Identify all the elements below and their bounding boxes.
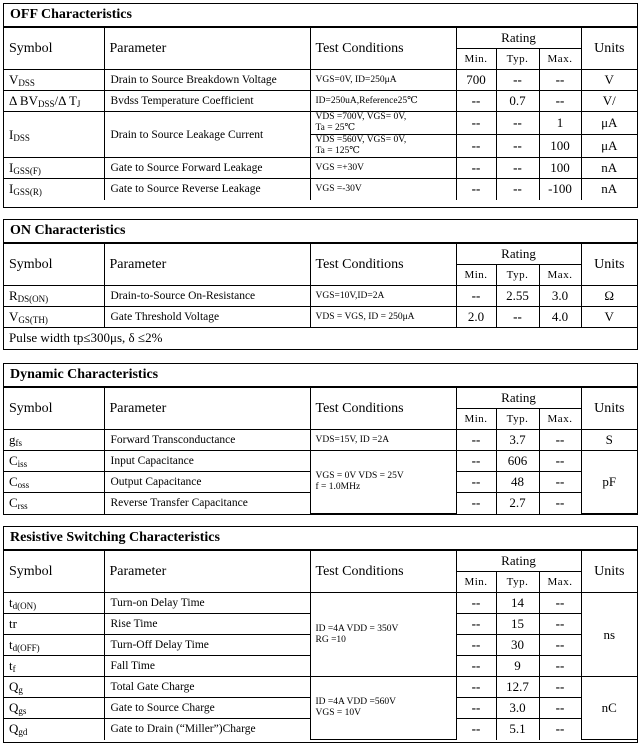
typ-cell: 9	[496, 656, 539, 677]
min-cell: --	[456, 158, 496, 179]
header-rating: Rating	[456, 388, 581, 409]
table-row	[4, 307, 637, 328]
table-row	[4, 286, 637, 307]
typ-cell: --	[496, 158, 539, 179]
header-parameter: Parameter	[104, 551, 310, 593]
header-max: Max.	[539, 572, 581, 593]
symbol-cell: $I_{GSS(F)}$	[4, 158, 104, 179]
symbol-cell: $t_{d(ON)}$	[4, 593, 104, 614]
min-cell: --	[456, 286, 496, 307]
symbol-cell: $I_{DSS}$	[4, 112, 104, 158]
unit-cell: ns	[581, 593, 637, 677]
parameter-cell: Fall Time	[104, 656, 310, 677]
header-parameter: Parameter	[104, 28, 310, 70]
off-table	[4, 27, 637, 200]
unit-cell: V	[581, 70, 637, 91]
header-symbol: Symbol	[4, 28, 104, 70]
typ-cell: --	[496, 135, 539, 158]
unit-cell: nA	[581, 179, 637, 200]
dynamic-characteristics-section	[3, 363, 638, 515]
condition-cell: VGS=10V,ID=2A	[310, 286, 456, 307]
min-cell: --	[456, 614, 496, 635]
typ-cell: --	[496, 112, 539, 135]
condition-cell: VGS=0V, ID=250μA	[310, 70, 456, 91]
dynamic-table	[4, 387, 637, 514]
max-cell: --	[539, 698, 581, 719]
max-cell: --	[539, 430, 581, 451]
symbol-cell: Δ $BV_{DSS}/\Delta$ $T_J$	[4, 91, 104, 112]
max-cell: --	[539, 91, 581, 112]
parameter-cell: Forward Transconductance	[104, 430, 310, 451]
parameter-cell: Gate to Drain (“Miller”)Charge	[104, 719, 310, 740]
parameter-cell: Gate Threshold Voltage	[104, 307, 310, 328]
header-parameter: Parameter	[104, 388, 310, 430]
symbol-cell: $R_{DS(ON)}$	[4, 286, 104, 307]
typ-cell: 5.1	[496, 719, 539, 740]
header-units: Units	[581, 388, 637, 430]
max-cell: --	[539, 614, 581, 635]
header-min: Min.	[456, 265, 496, 286]
parameter-cell: Drain-to-Source On-Resistance	[104, 286, 310, 307]
off-characteristics-section	[3, 3, 638, 208]
header-symbol: Symbol	[4, 244, 104, 286]
min-cell: --	[456, 112, 496, 135]
typ-cell: 3.7	[496, 430, 539, 451]
min-cell: --	[456, 656, 496, 677]
max-cell: --	[539, 677, 581, 698]
switching-characteristics-section	[3, 526, 638, 743]
header-typ: Typ.	[496, 49, 539, 70]
header-units: Units	[581, 244, 637, 286]
parameter-cell: Bvdss Temperature Coefficient	[104, 91, 310, 112]
section-title: ON Characteristics	[4, 220, 637, 243]
min-cell: --	[456, 430, 496, 451]
symbol-cell: $V_{DSS}$	[4, 70, 104, 91]
min-cell: --	[456, 91, 496, 112]
typ-cell: 3.0	[496, 698, 539, 719]
table-row	[4, 451, 637, 472]
parameter-cell: Gate to Source Forward Leakage	[104, 158, 310, 179]
symbol-cell: $t_f$	[4, 656, 104, 677]
symbol-cell: $I_{GSS(R)}$	[4, 179, 104, 200]
min-cell: 2.0	[456, 307, 496, 328]
unit-cell: V	[581, 307, 637, 328]
max-cell: --	[539, 635, 581, 656]
header-min: Min.	[456, 572, 496, 593]
typ-cell: 2.7	[496, 493, 539, 514]
section-title: Dynamic Characteristics	[4, 364, 637, 387]
header-test-conditions: Test Conditions	[310, 551, 456, 593]
unit-cell: nC	[581, 677, 637, 740]
min-cell: --	[456, 698, 496, 719]
parameter-cell: Rise Time	[104, 614, 310, 635]
header-parameter: Parameter	[104, 244, 310, 286]
on-table	[4, 243, 637, 349]
typ-cell: 14	[496, 593, 539, 614]
typ-cell: 12.7	[496, 677, 539, 698]
table-row	[4, 328, 637, 349]
condition-cell: ID =4A VDD = 350V RG =10	[310, 593, 456, 677]
max-cell: --	[539, 472, 581, 493]
header-max: Max.	[539, 49, 581, 70]
header-min: Min.	[456, 409, 496, 430]
unit-cell: Ω	[581, 286, 637, 307]
condition-cell: VDS = VGS, ID = 250μA	[310, 307, 456, 328]
header-max: Max.	[539, 265, 581, 286]
symbol-cell: $Q_{gs}$	[4, 698, 104, 719]
min-cell: --	[456, 135, 496, 158]
header-typ: Typ.	[496, 265, 539, 286]
symbol-cell: $Q_{gd}$	[4, 719, 104, 740]
typ-cell: 48	[496, 472, 539, 493]
header-min: Min.	[456, 49, 496, 70]
unit-cell: μA	[581, 112, 637, 135]
condition-cell: VDS =560V, VGS= 0V, Ta = 125℃	[310, 135, 456, 158]
parameter-cell: Total Gate Charge	[104, 677, 310, 698]
header-symbol: Symbol	[4, 388, 104, 430]
max-cell: --	[539, 719, 581, 740]
section-title: Resistive Switching Characteristics	[4, 527, 637, 550]
condition-cell: VGS =-30V	[310, 179, 456, 200]
condition-cell: VDS =700V, VGS= 0V, Ta = 25℃	[310, 112, 456, 135]
symbol-cell: $C_{oss}$	[4, 472, 104, 493]
condition-cell: ID =4A VDD =560V VGS = 10V	[310, 677, 456, 740]
table-row	[4, 112, 637, 135]
condition-cell: VGS =+30V	[310, 158, 456, 179]
max-cell: 100	[539, 135, 581, 158]
section-title: OFF Characteristics	[4, 4, 637, 27]
header-test-conditions: Test Conditions	[310, 388, 456, 430]
unit-cell: nA	[581, 158, 637, 179]
unit-cell: μA	[581, 135, 637, 158]
table-row	[4, 179, 637, 200]
max-cell: 3.0	[539, 286, 581, 307]
min-cell: --	[456, 493, 496, 514]
min-cell: --	[456, 719, 496, 740]
unit-cell: V/	[581, 91, 637, 112]
header-test-conditions: Test Conditions	[310, 244, 456, 286]
typ-cell: 2.55	[496, 286, 539, 307]
max-cell: 4.0	[539, 307, 581, 328]
max-cell: --	[539, 493, 581, 514]
parameter-cell: Output Capacitance	[104, 472, 310, 493]
max-cell: --	[539, 451, 581, 472]
typ-cell: 15	[496, 614, 539, 635]
table-row	[4, 70, 637, 91]
min-cell: 700	[456, 70, 496, 91]
header-rating: Rating	[456, 551, 581, 572]
parameter-cell: Drain to Source Leakage Current	[104, 112, 310, 158]
min-cell: --	[456, 635, 496, 656]
condition-cell: VDS=15V, ID =2A	[310, 430, 456, 451]
typ-cell: 30	[496, 635, 539, 656]
symbol-cell: tr	[4, 614, 104, 635]
typ-cell: --	[496, 70, 539, 91]
parameter-cell: Turn-on Delay Time	[104, 593, 310, 614]
header-typ: Typ.	[496, 572, 539, 593]
header-test-conditions: Test Conditions	[310, 28, 456, 70]
max-cell: --	[539, 656, 581, 677]
symbol-cell: $t_{d(OFF)}$	[4, 635, 104, 656]
min-cell: --	[456, 179, 496, 200]
min-cell: --	[456, 451, 496, 472]
min-cell: --	[456, 472, 496, 493]
max-cell: 100	[539, 158, 581, 179]
min-cell: --	[456, 677, 496, 698]
header-max: Max.	[539, 409, 581, 430]
typ-cell: 606	[496, 451, 539, 472]
header-typ: Typ.	[496, 409, 539, 430]
parameter-cell: Drain to Source Breakdown Voltage	[104, 70, 310, 91]
symbol-cell: $C_{rss}$	[4, 493, 104, 514]
table-row	[4, 430, 637, 451]
table-row	[4, 593, 637, 614]
parameter-cell: Reverse Transfer Capacitance	[104, 493, 310, 514]
min-cell: --	[456, 593, 496, 614]
symbol-cell: $Q_g$	[4, 677, 104, 698]
symbol-cell: $g_{fs}$	[4, 430, 104, 451]
header-rating: Rating	[456, 244, 581, 265]
on-characteristics-section	[3, 219, 638, 350]
pulse-note: Pulse width tp≤300μs, δ ≤2%	[4, 328, 637, 349]
switching-table	[4, 550, 637, 740]
unit-cell: pF	[581, 451, 637, 514]
parameter-cell: Gate to Source Charge	[104, 698, 310, 719]
max-cell: --	[539, 593, 581, 614]
table-row	[4, 158, 637, 179]
unit-cell: S	[581, 430, 637, 451]
table-row	[4, 677, 637, 698]
condition-cell: VGS = 0V VDS = 25V f = 1.0MHz	[310, 451, 456, 514]
max-cell: --	[539, 70, 581, 91]
parameter-cell: Turn-Off Delay Time	[104, 635, 310, 656]
header-rating: Rating	[456, 28, 581, 49]
typ-cell: --	[496, 179, 539, 200]
typ-cell: 0.7	[496, 91, 539, 112]
header-symbol: Symbol	[4, 551, 104, 593]
parameter-cell: Input Capacitance	[104, 451, 310, 472]
condition-cell: ID=250uA,Reference25℃	[310, 91, 456, 112]
symbol-cell: $C_{iss}$	[4, 451, 104, 472]
header-units: Units	[581, 28, 637, 70]
header-units: Units	[581, 551, 637, 593]
typ-cell: --	[496, 307, 539, 328]
max-cell: 1	[539, 112, 581, 135]
symbol-cell: $V_{GS(TH)}$	[4, 307, 104, 328]
max-cell: -100	[539, 179, 581, 200]
parameter-cell: Gate to Source Reverse Leakage	[104, 179, 310, 200]
table-row	[4, 91, 637, 112]
